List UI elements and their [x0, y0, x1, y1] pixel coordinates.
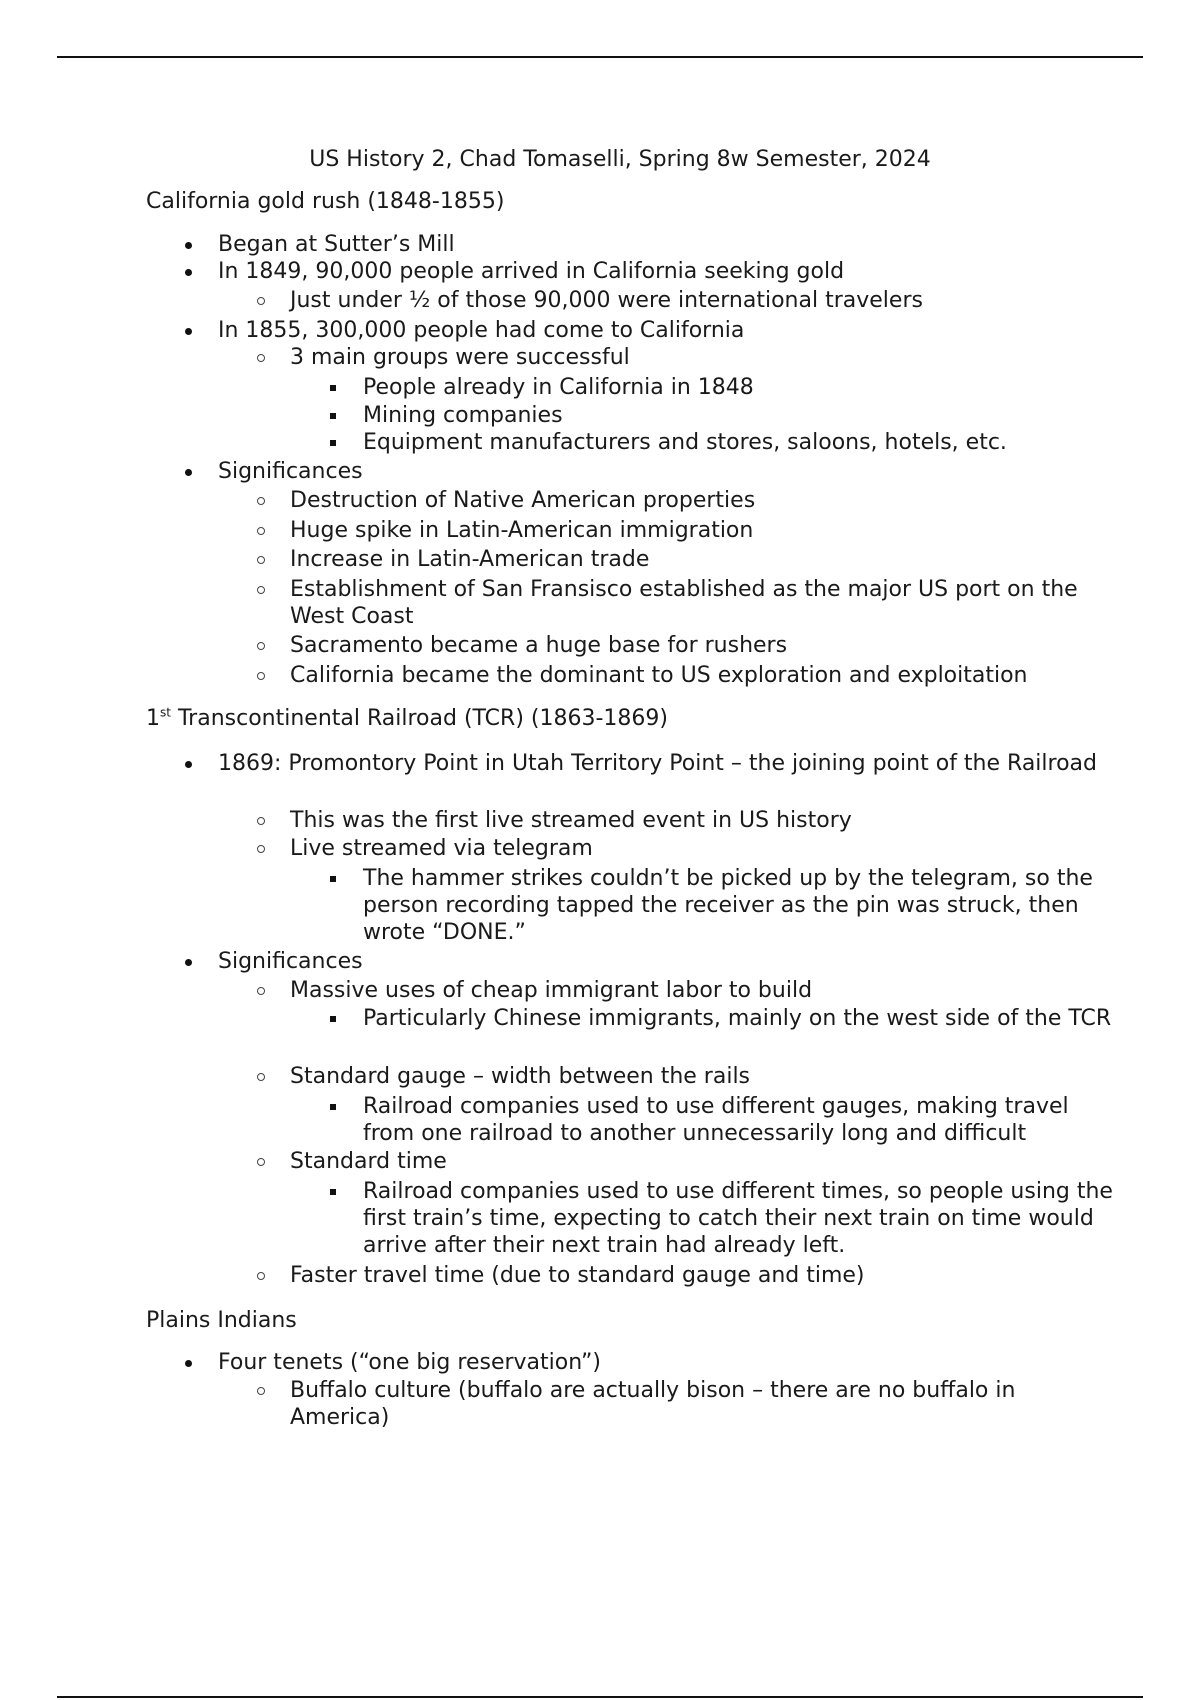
- bullet-icon: [185, 469, 192, 476]
- list-item: Massive uses of cheap immigrant labor to build: [290, 977, 1120, 1004]
- circle-bullet-icon: [257, 354, 265, 362]
- square-bullet-icon: [330, 1189, 336, 1195]
- list-item: Railroad companies used to use different gauges, making travel from one railroad to another unnecessarily long and difficult: [363, 1093, 1123, 1147]
- circle-bullet-icon: [257, 556, 265, 564]
- list-item: This was the first live streamed event in US history: [290, 807, 1120, 834]
- square-bullet-icon: [330, 440, 336, 446]
- bullet-icon: [185, 242, 192, 249]
- circle-bullet-icon: [257, 1158, 265, 1166]
- bullet-icon: [185, 1360, 192, 1367]
- circle-bullet-icon: [257, 1272, 265, 1280]
- list-item: Significances: [218, 948, 1118, 975]
- circle-bullet-icon: [257, 527, 265, 535]
- circle-bullet-icon: [257, 987, 265, 995]
- circle-bullet-icon: [257, 497, 265, 505]
- list-item: Four tenets (“one big reservation”): [218, 1349, 1118, 1376]
- list-item: In 1849, 90,000 people arrived in California seeking gold: [218, 258, 1118, 285]
- list-item: The hammer strikes couldn’t be picked up by the telegram, so the person recording tapped the receiver as the pin was struck, then wrote “DONE.”: [363, 865, 1123, 946]
- list-item: Railroad companies used to use different times, so people using the first train’s time, expecting to catch their next train on time would arrive after their next train had already left.: [363, 1178, 1123, 1259]
- list-item: Significances: [218, 458, 1118, 485]
- list-item: Standard time: [290, 1148, 1120, 1175]
- list-item: 1869: Promontory Point in Utah Territory Point – the joining point of the Railroad: [218, 750, 1118, 777]
- section-heading-gold-rush: California gold rush (1848-1855): [146, 189, 505, 214]
- list-item: People already in California in 1848: [363, 374, 1123, 401]
- circle-bullet-icon: [257, 672, 265, 680]
- circle-bullet-icon: [257, 1073, 265, 1081]
- square-bullet-icon: [330, 385, 336, 391]
- bullet-icon: [185, 959, 192, 966]
- list-item: In 1855, 300,000 people had come to California: [218, 317, 1118, 344]
- square-bullet-icon: [330, 1016, 336, 1022]
- list-item: Mining companies: [363, 402, 1123, 429]
- circle-bullet-icon: [257, 817, 265, 825]
- list-item: Huge spike in Latin-American immigration: [290, 517, 1120, 544]
- list-item: Establishment of San Fransisco established as the major US port on the West Coast: [290, 576, 1120, 630]
- circle-bullet-icon: [257, 1387, 265, 1395]
- bullet-icon: [185, 328, 192, 335]
- section-heading-railroad: 1st Transcontinental Railroad (TCR) (1863-1869): [146, 705, 668, 731]
- list-item: Live streamed via telegram: [290, 835, 1120, 862]
- section-heading-plains-indians: Plains Indians: [146, 1308, 297, 1333]
- list-item: Increase in Latin-American trade: [290, 546, 1120, 573]
- list-item: 3 main groups were successful: [290, 344, 1120, 371]
- list-item: Equipment manufacturers and stores, saloons, hotels, etc.: [363, 429, 1123, 456]
- list-item: Sacramento became a huge base for rushers: [290, 632, 1120, 659]
- bullet-icon: [185, 269, 192, 276]
- list-item: Particularly Chinese immigrants, mainly on the west side of the TCR: [363, 1005, 1123, 1032]
- list-item: Destruction of Native American properties: [290, 487, 1120, 514]
- circle-bullet-icon: [257, 845, 265, 853]
- circle-bullet-icon: [257, 586, 265, 594]
- square-bullet-icon: [330, 413, 336, 419]
- list-item: California became the dominant to US exploration and exploitation: [290, 662, 1120, 689]
- list-item: Buffalo culture (buffalo are actually bison – there are no buffalo in America): [290, 1377, 1120, 1431]
- square-bullet-icon: [330, 1104, 336, 1110]
- bottom-rule: [57, 1696, 1143, 1698]
- list-item: Began at Sutter’s Mill: [218, 231, 1118, 258]
- square-bullet-icon: [330, 876, 336, 882]
- list-item: Just under ½ of those 90,000 were international travelers: [290, 287, 1120, 314]
- bullet-icon: [185, 761, 192, 768]
- list-item: Standard gauge – width between the rails: [290, 1063, 1120, 1090]
- top-rule: [57, 56, 1143, 58]
- page-title: US History 2, Chad Tomaselli, Spring 8w Semester, 2024: [309, 147, 931, 172]
- circle-bullet-icon: [257, 642, 265, 650]
- list-item: Faster travel time (due to standard gauge and time): [290, 1262, 1120, 1289]
- circle-bullet-icon: [257, 297, 265, 305]
